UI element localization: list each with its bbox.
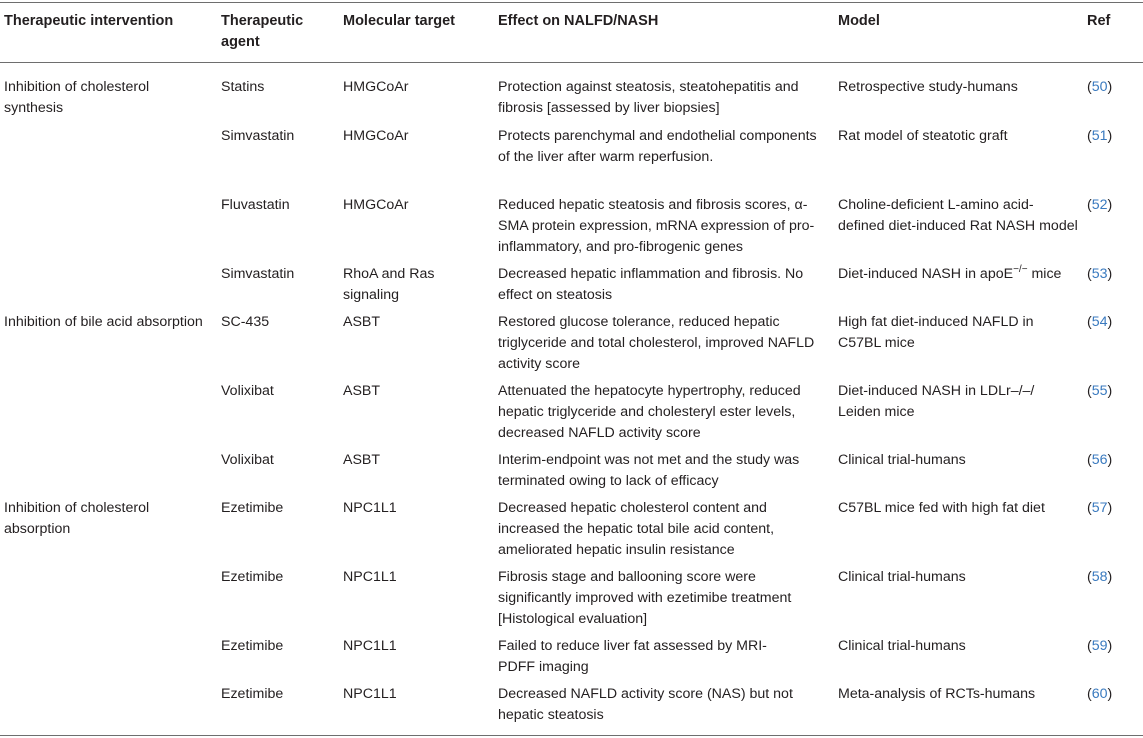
cell-ref[interactable]: (57) [1087,500,1113,516]
cell-agent: Ezetimibe [221,569,284,585]
ref-link[interactable]: 59 [1091,638,1108,654]
cell-model: Clinical trial-humans [838,638,966,654]
cell-target: ASBT [343,452,381,468]
cell-model: Diet-induced NASH in apoE−/− mice [838,264,1062,282]
cell-ref[interactable]: (53) [1087,266,1113,282]
cell-ref[interactable]: (55) [1087,383,1113,399]
cell-ref[interactable]: (54) [1087,314,1113,330]
ref-link[interactable]: 56 [1091,452,1108,468]
cell-agent: Volixibat [221,383,274,399]
ref-link[interactable]: 55 [1091,383,1108,399]
cell-target: HMGCoAr [343,197,409,213]
header-ref: Ref [1087,13,1111,29]
cell-effect: Interim-endpoint was not met and the study was terminated owing to lack of efficacy [498,452,800,489]
cell-effect: Decreased NAFLD activity score (NAS) but not hepatic steatosis [498,686,793,723]
cell-agent: Volixibat [221,452,274,468]
cell-agent: Statins [221,79,265,95]
cell-effect: Reduced hepatic steatosis and fibrosis scores, α-SMA protein expression, mRNA expression of pro-inflammatory, and pro-fibrogenic genes [498,197,815,255]
ref-link[interactable]: 50 [1091,79,1108,95]
bottom-rule [0,735,1143,736]
cell-agent: SC-435 [221,314,270,330]
cell-agent: Ezetimibe [221,500,284,516]
cell-ref[interactable]: (58) [1087,569,1113,585]
cell-target: NPC1L1 [343,686,397,702]
cell-effect: Failed to reduce liver fat assessed by MRI-PDFF imaging [498,638,767,675]
cell-intervention: Inhibition of bile acid absorption [4,314,203,330]
cell-target: NPC1L1 [343,569,397,585]
cell-agent: Ezetimibe [221,638,284,654]
cell-agent: Simvastatin [221,128,295,144]
cell-effect: Protects parenchymal and endothelial components of the liver after warm reperfusion. [498,128,817,165]
header-model: Model [838,13,880,29]
cell-model: Rat model of steatotic graft [838,128,1008,144]
cell-agent: Simvastatin [221,266,295,282]
cell-model: Retrospective study-humans [838,79,1018,95]
ref-link[interactable]: 53 [1091,266,1108,282]
header-target: Molecular target [343,13,455,29]
cell-model: Choline-deficient L-amino acid-defined diet-induced Rat NASH model [838,197,1078,234]
cell-ref[interactable]: (59) [1087,638,1113,654]
cell-ref[interactable]: (60) [1087,686,1113,702]
cell-agent: Ezetimibe [221,686,284,702]
top-rule [0,2,1143,3]
ref-link[interactable]: 58 [1091,569,1108,585]
cell-target: NPC1L1 [343,638,397,654]
cell-target: HMGCoAr [343,128,409,144]
header-rule [0,62,1143,63]
ref-link[interactable]: 51 [1091,128,1108,144]
ref-link[interactable]: 54 [1091,314,1108,330]
cell-model: High fat diet-induced NAFLD in C57BL mice [838,314,1034,351]
cell-ref[interactable]: (51) [1087,128,1113,144]
header-intervention: Therapeutic intervention [4,13,174,29]
cell-model: Meta-analysis of RCTs-humans [838,686,1036,702]
cell-ref[interactable]: (52) [1087,197,1113,213]
ref-link[interactable]: 57 [1091,500,1108,516]
cell-effect: Protection against steatosis, steatohepatitis and fibrosis [assessed by liver biopsies] [498,79,799,116]
cell-intervention: Inhibition of cholesterol absorption [4,500,150,537]
cell-target: NPC1L1 [343,500,397,516]
cell-effect: Decreased hepatic cholesterol content and increased the hepatic total bile acid content, ameliorated hepatic insulin resistance [498,500,775,558]
cell-effect: Fibrosis stage and ballooning score were significantly improved with ezetimibe treatment [Histological evaluation] [498,569,792,627]
cell-agent: Fluvastatin [221,197,290,213]
cell-effect: Decreased hepatic inflammation and fibrosis. No effect on steatosis [498,266,804,303]
ref-link[interactable]: 52 [1091,197,1108,213]
header-agent: Therapeutic agent [221,13,304,50]
cell-effect: Restored glucose tolerance, reduced hepatic triglyceride and total cholesterol, improved NAFLD activity score [498,314,815,372]
cell-ref[interactable]: (56) [1087,452,1113,468]
cell-ref[interactable]: (50) [1087,79,1113,95]
cell-model: Diet-induced NASH in LDLr–/–/ Leiden mice [838,383,1035,420]
cell-intervention: Inhibition of cholesterol synthesis [4,79,150,116]
ref-link[interactable]: 60 [1091,686,1108,702]
cell-model: C57BL mice fed with high fat diet [838,500,1045,516]
cell-model: Clinical trial-humans [838,569,966,585]
header-effect: Effect on NALFD/NASH [498,13,659,29]
cell-effect: Attenuated the hepatocyte hypertrophy, reduced hepatic triglyceride and cholesteryl ester levels, decreased NAFLD activity score [498,383,801,441]
cell-target: ASBT [343,383,381,399]
cell-target: HMGCoAr [343,79,409,95]
cell-target: ASBT [343,314,381,330]
cell-target: RhoA and Ras signaling [343,266,435,303]
cell-model: Clinical trial-humans [838,452,966,468]
